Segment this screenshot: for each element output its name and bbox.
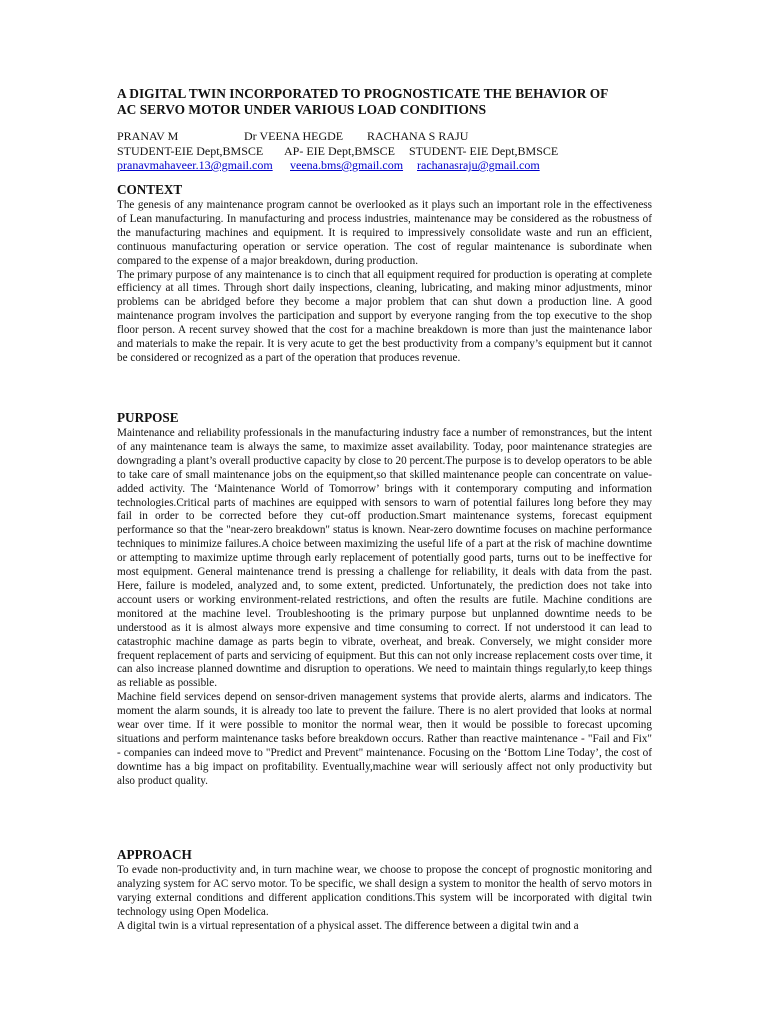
author-emails-row — [117, 158, 677, 173]
paragraph: A digital twin is a virtual representation of a physical asset. The difference between a digital twin and a — [117, 919, 579, 932]
section-heading-approach: APPROACH — [117, 847, 192, 862]
section-heading-context: CONTEXT — [117, 182, 183, 197]
author-email-link[interactable]: veena.bms@gmail.com — [290, 158, 404, 172]
paragraph: The genesis of any maintenance program cannot be overlooked as it plays such an important role in the effectiveness of Lean manufacturing. In manufacturing and process industries, maintenance may be considered as the robustness of the manufacturing machines and equipment. It is required to impressively consolidate waste and run an efficient, continuous manufacturing operation or service operation. The cost of regular maintenance is subordinate when compared to the expense of a major breakdown, during production. — [117, 199, 652, 267]
author-name: Dr VEENA HEGDE — [244, 129, 344, 143]
author-affiliations-row — [117, 144, 677, 159]
author-names-row — [117, 129, 677, 144]
paper-title: A DIGITAL TWIN INCORPORATED TO PROGNOSTICATE THE BEHAVIOR OF AC SERVO MOTOR UNDER VARIOUS LOAD CONDITIONS — [117, 86, 609, 117]
author-email-link[interactable]: rachanasraju@gmail.com — [417, 158, 540, 172]
author-name: PRANAV M — [117, 129, 179, 143]
author-affiliation: STUDENT- EIE Dept,BMSCE — [409, 143, 559, 158]
author-affiliation: STUDENT-EIE Dept,BMSCE — [117, 143, 264, 158]
section-heading-purpose: PURPOSE — [117, 410, 179, 425]
author-name: RACHANA S RAJU — [367, 129, 469, 143]
author-email-link[interactable]: pranavmahaveer.13@gmail.com — [117, 158, 273, 172]
paragraph: The primary purpose of any maintenance is to cinch that all equipment required for production is operating at complete efficiency at all times. Through short daily inspections, cleaning, lubricating, and making minor adjustments, minor problems can be abridged before they become a major problem that can shut down a production line. A good maintenance program involves the participation and support by everyone ranging from the top executive to the shop floor person. A recent survey showed that the cost for a machine breakdown is more than just the maintenance labor and materials to make the repair. It is very acute to get the best productivity from a company’s equipment but it cannot be considered or recognized as a part of the operation that produces revenue. — [117, 268, 652, 364]
section-body-purpose — [117, 427, 652, 789]
section-body-context — [117, 199, 652, 366]
author-affiliation: AP- EIE Dept,BMSCE — [284, 143, 395, 158]
author-block — [117, 129, 677, 173]
paragraph: Machine field services depend on sensor-driven management systems that provide alerts, alarms and indicators. The moment the alarm sounds, it is already too late to prevent the failure. There is no alert provided that looks at normal wear over time. If it were possible to monitor the normal wear, then it would be possible to forecast upcoming situations and perform maintenance tasks before breakdown occurs. Rather than reactive maintenance - "Fail and Fix" - companies can indeed move to "Predict and Prevent" maintenance. Focusing on the ‘Bottom Line Today’, the cost of downtime has a big impact on profitability. Eventually,machine wear will seriously affect not only productivity but also product quality. — [117, 691, 652, 787]
paragraph: Maintenance and reliability professionals in the manufacturing industry face a number of remonstrances, but the intent of any maintenance team is always the same, to maximize asset availability. Today, poor maintenance strategies are downgrading a plant’s overall productive capacity by close to 20 percent.The purpose is to develop operators to be able to take care of small maintenance jobs on the equipment,so that skilled maintenance people can concentrate on value-added activity. The ‘Maintenance World of Tomorrow’ brings with it contemporary computing and information technologies.Critical parts of machines are equipped with sensors to warn of potential failures long before they may fail in order to be corrected before they cut-off production.Smart maintenance systems, forecast equipment performance so that the "near-zero breakdown" status is known. Near-zero downtime focuses on machine performance techniques to minimize failures.A choice between maximizing the useful life of a part at the risk of machine downtime or attempting to maximize uptime through early replacement of potentially good parts, turns out to be ineffective for most equipment. General maintenance trend is pressing a challenge for reliability, it deals with data from the past. Here, failure is modeled, analyzed and, to some extent, predicted. Unfortunately, the prediction does not take into account users or working environment-related restrictions, and often the results are futile. Machine conditions are monitored at the machine level. Troubleshooting is the primary purpose but unplanned downtime needs to be understood as it is almost always more expensive and time consuming to correct. If not understood it can lead to catastrophic machine damage as parts begin to vibrate, overheat, and break. Conversely, we might consider more frequent replacement of parts and servicing of equipment. But this can not only increase replacement costs over time, it can also increase planned downtime and disruption to operations. We need to maintain things regularly,to keep things as reliable as possible. — [117, 427, 652, 690]
section-body-approach — [117, 864, 652, 934]
paragraph: To evade non-productivity and, in turn machine wear, we choose to propose the concept of prognostic monitoring and analyzing system for AC servo motor. To be specific, we shall design a system to monitor the health of servo motors in varying external conditions and different application conditions.This system will be incorporated with digital twin technology using Open Modelica. — [117, 864, 652, 918]
